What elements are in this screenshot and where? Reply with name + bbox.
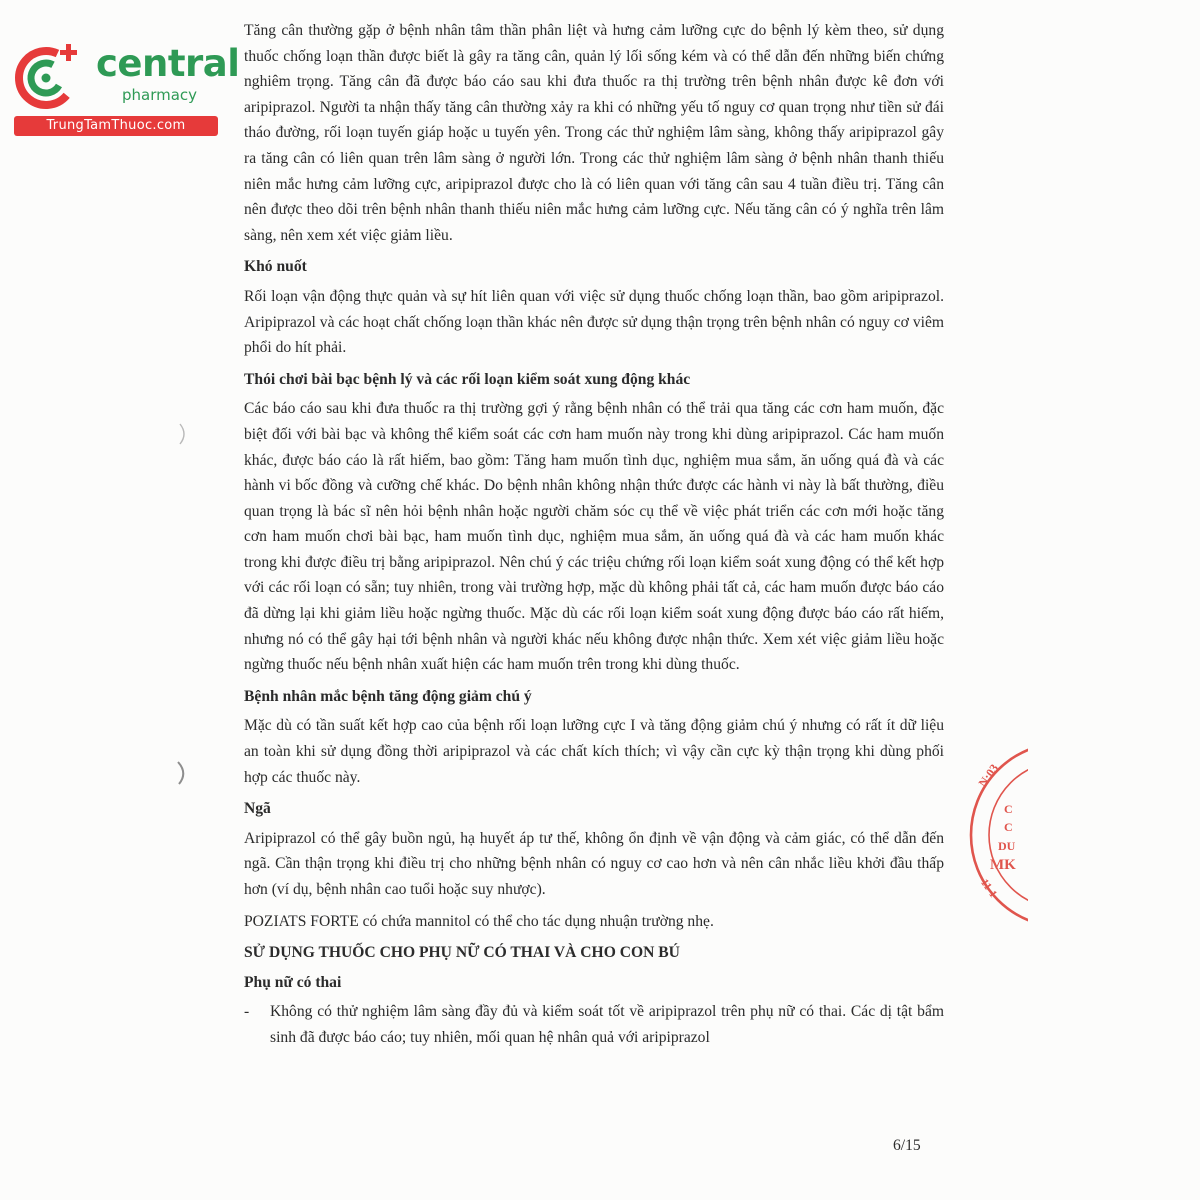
stamp-text-1: N:03: [975, 761, 1002, 790]
stamp-text-5: MK: [990, 857, 1016, 873]
page-number: 6/15: [893, 1137, 921, 1154]
list-item: [244, 999, 944, 1050]
scan-mark-icon: [176, 760, 190, 786]
paragraph-mannitol: POZIATS FORTE có chứa mannitol có thể cho tác dụng nhuận trường nhẹ.: [244, 912, 714, 930]
stamp-text-3: C: [1004, 820, 1013, 834]
logo-wordmark: central: [96, 42, 240, 85]
heading-adhd: Bệnh nhân mắc bệnh tăng động giảm chú ý: [244, 687, 532, 705]
scan-mark-icon: [178, 422, 190, 446]
stamp-text-2: C: [1004, 802, 1013, 816]
bullet-dash: -: [244, 1003, 250, 1021]
section-heading-pregnancy: SỬ DỤNG THUỐC CHO PHỤ NỮ CÓ THAI VÀ CHO CON BÚ: [244, 944, 680, 962]
paragraph-fall: Aripiprazol có thể gây buồn ngủ, hạ huyết áp tư thế, không ổn định về vận động và cảm giác, có thể dẫn đến ngã. Cần thận trọng khi điều trị cho những bệnh nhân có nguy cơ cao hơn và nên cân nhắc liều khởi đầu thấp hơn (ví dụ, bệnh nhân cao tuổi hoặc suy nhược).: [244, 829, 944, 898]
stamp-text-4: DU: [998, 839, 1016, 853]
logo-site-band: TrungTamThuoc.com: [14, 116, 218, 136]
paragraph-gambling: Các báo cáo sau khi đưa thuốc ra thị trường gợi ý rằng bệnh nhân có thể trải qua tăng các cơn ham muốn, đặc biệt đối với bài bạc và không thể kiểm soát các cơn ham muốn này trong khi dùng aripiprazol. Các ham muốn khác, được báo cáo là rất hiếm, bao gồm: Tăng ham muốn tình dục, nghiệm mua sắm, ăn uống quá đà và các hành vi bốc đồng và cưỡng chế khác. Do bệnh nhân không nhận thức được các hành vi này là bất thường, điều quan trọng là bác sĩ nên hỏi bệnh nhân hoặc người chăm sóc cụ thể về việc phát triển các cơn mới hoặc tăng cơn ham muốn chơi bài bạc, ham muốn tình dục, nghiệm mua sắm, ăn uống quá đà và các ham muốn khác trong khi được điều trị bằng aripiprazol. Nên chú ý các triệu chứng rối loạn kiểm soát xung động có thể kết hợp với các rối loạn có sẵn; tuy nhiên, trong vài trường hợp, mặc dù không phải tất cả, các ham muốn được báo cáo đã dừng lại khi giảm liều hoặc ngừng thuốc. Mặc dù các rối loạn kiểm soát xung động được báo cáo rất hiếm, nhưng nó có thể gây hại tới bệnh nhân và người khác nếu không được nhận thức. Xem xét việc giảm liều hoặc ngừng thuốc nếu bệnh nhân xuất hiện các ham muốn trên trong khi dùng thuốc.: [244, 400, 944, 674]
bullet-text: Không có thử nghiệm lâm sàng đầy đủ và kiểm soát tốt về aripiprazol trên phụ nữ có thai. Các dị tật bẩm sinh đã được báo cáo; tuy nhiên, mối quan hệ nhân quả với aripiprazol: [270, 1003, 944, 1046]
paragraph-adhd: Mặc dù có tần suất kết hợp cao của bệnh rối loạn lưỡng cực I và tăng động giảm chú ý nhưng có rất ít dữ liệu an toàn khi sử dụng đồng thời aripiprazol và các chất kích thích; vì vậy cần cực kỳ thận trọng khi dùng phối hợp các thuốc này.: [244, 717, 944, 786]
logo-mark-icon: [12, 40, 86, 114]
document-body: [244, 18, 944, 1051]
paragraph-dysphagia: Rối loạn vận động thực quản và sự hít liên quan với việc sử dụng thuốc chống loạn thần, bao gồm aripiprazol. Aripiprazol và các hoạt chất chống loạn thần khác nên được sử dụng thận trọng trên bệnh nhân có nguy cơ viêm phổi do hít phải.: [244, 287, 944, 357]
stamp-text-6: 11-1: [978, 876, 1000, 900]
pharmacy-logo[interactable]: [10, 38, 240, 138]
heading-fall: Ngã: [244, 800, 271, 818]
official-stamp: [968, 735, 1028, 935]
paragraph-weight-gain: Tăng cân thường gặp ở bệnh nhân tâm thần phân liệt và hưng cảm lưỡng cực do bệnh lý kèm theo, sử dụng thuốc chống loạn thần được biết là gây ra tăng cân, quản lý lối sống kém và có thể dẫn đến những biến chứng nghiêm trọng. Tăng cân đã được báo cáo sau khi đưa thuốc ra thị trường trên bệnh nhân được kê đơn với aripiprazol. Người ta nhận thấy tăng cân thường xảy ra khi có những yếu tố nguy cơ quan trọng như tiền sử đái tháo đường, rối loạn tuyến giáp hoặc u tuyến yên. Trong các thử nghiệm lâm sàng, không thấy aripiprazol gây ra tăng cân có liên quan trên lâm sàng ở người lớn. Trong các thử nghiệm lâm sàng ở bệnh nhân thanh thiếu niên mắc hưng cảm lưỡng cực, aripiprazol được cho là có liên quan với tăng cân sau 4 tuần điều trị. Tăng cân nên được theo dõi trên bệnh nhân thanh thiếu niên mắc hưng cảm lưỡng cực. Nếu tăng cân có ý nghĩa trên lâm sàng, nên xem xét việc giảm liều.: [244, 22, 944, 244]
heading-gambling: Thói chơi bài bạc bệnh lý và các rối loạn kiểm soát xung động khác: [244, 370, 691, 388]
logo-subtitle: pharmacy: [122, 86, 198, 104]
heading-dysphagia: Khó nuốt: [244, 258, 307, 276]
heading-pregnant-women: Phụ nữ có thai: [244, 973, 342, 991]
